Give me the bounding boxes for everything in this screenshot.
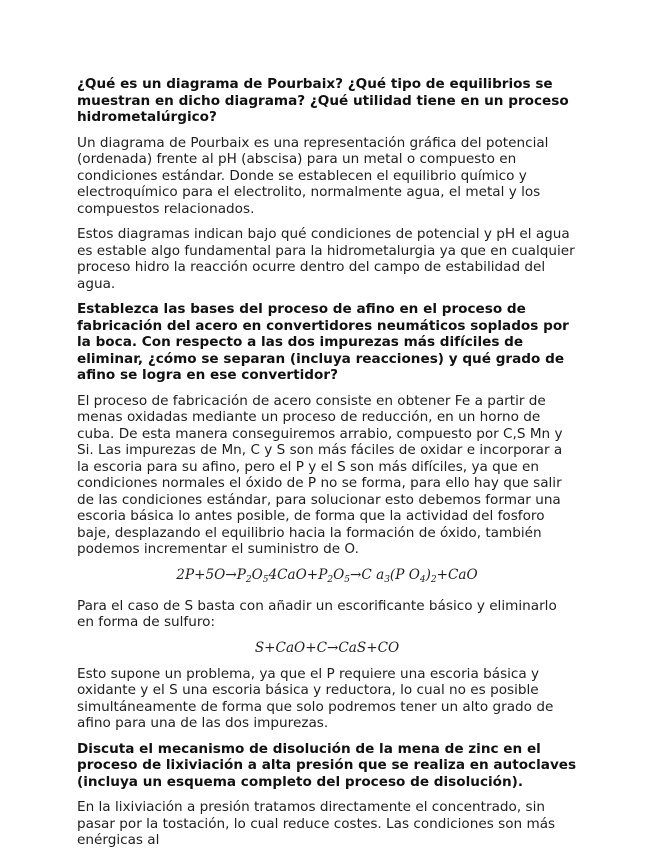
document-body [77, 76, 577, 858]
paragraph-afino-conclusion: Esto supone un problema, ya que el P requiere una escoria básica y oxidante y el S una escoria básica y reductora, lo cual no es posible simultáneamente de forma que solo podremos tener un alto grado de afino para una de las dos impurezas. [77, 665, 554, 731]
section-heading-afino: Establezca las bases del proceso de afino en el proceso de fabricación del acero en convertidores neumáticos soplados por la boca. Con respecto a las dos impurezas más difíciles de eliminar, ¿cómo se separan (incluya reacciones) y qué grado de afino se logra en ese convertidor? [77, 301, 569, 383]
paragraph-zinc-leaching: En la lixiviación a presión tratamos directamente el concentrado, sin pasar por la tostación, lo cual reduce costes. Las condiciones son más enérgicas al [77, 799, 556, 848]
equation-phosphorus: $2P+5O\to P_2O_54CaO+P_2O_5\to C$ $a_3(P$ $O_4)_2+CaO$ [176, 566, 478, 585]
paragraph-steel-process: El proceso de fabricación de acero consiste en obtener Fe a partir de menas oxidadas mediante un proceso de reducción, en un horno de cuba. De esta manera conseguiremos arrabio, compuesto por C,S Mn y Si. Las impurezas de Mn, C y S son más fáciles de oxidar e incorporar a la escoria para su afino, pero el P y el S son más difíciles, ya que en condiciones normales el óxido de P no se forma, para ello hay que salir de las condiciones estándar, para solucionar esto debemos formar una escoria básica lo antes posible, de forma que la actividad del fosforo baje, desplazando el equilibrio hacia la formación de óxido, también podemos incrementar el suministro de O. [77, 392, 563, 557]
paragraph-pourbaix-definition: Un diagrama de Pourbaix es una representación gráfica del potencial (ordenada) frente al pH (abscisa) para un metal o compuesto en condiciones estándar. Donde se establecen el equilibrio químico y electroquímico para el electrolito, normalmente agua, el metal y los compuestos relacionados. [77, 134, 549, 217]
section-heading-zinc: Discuta el mecanismo de disolución de la mena de zinc en el proceso de lixiviación a alta presión que se realiza en autoclaves (incluya un esquema completo del proceso de disolución). [77, 740, 577, 790]
section-heading-pourbaix: ¿Qué es un diagrama de Pourbaix? ¿Qué tipo de equilibrios se muestran en dicho diagrama? ¿Qué utilidad tiene en un proceso hidrometalúrgico? [77, 76, 569, 125]
paragraph-sulfur-intro: Para el caso de S basta con añadir un escorificante básico y eliminarlo en forma de sulfuro: [77, 597, 557, 630]
paragraph-pourbaix-utility: Estos diagramas indican bajo qué condiciones de potencial y pH el agua es estable algo fundamental para la hidrometalurgia ya que en cualquier proceso hidro la reacción ocurre dentro del campo de estabilidad del agua. [77, 226, 575, 292]
equation-sulfur: S+CaO+C→CaS+CO [254, 639, 400, 656]
